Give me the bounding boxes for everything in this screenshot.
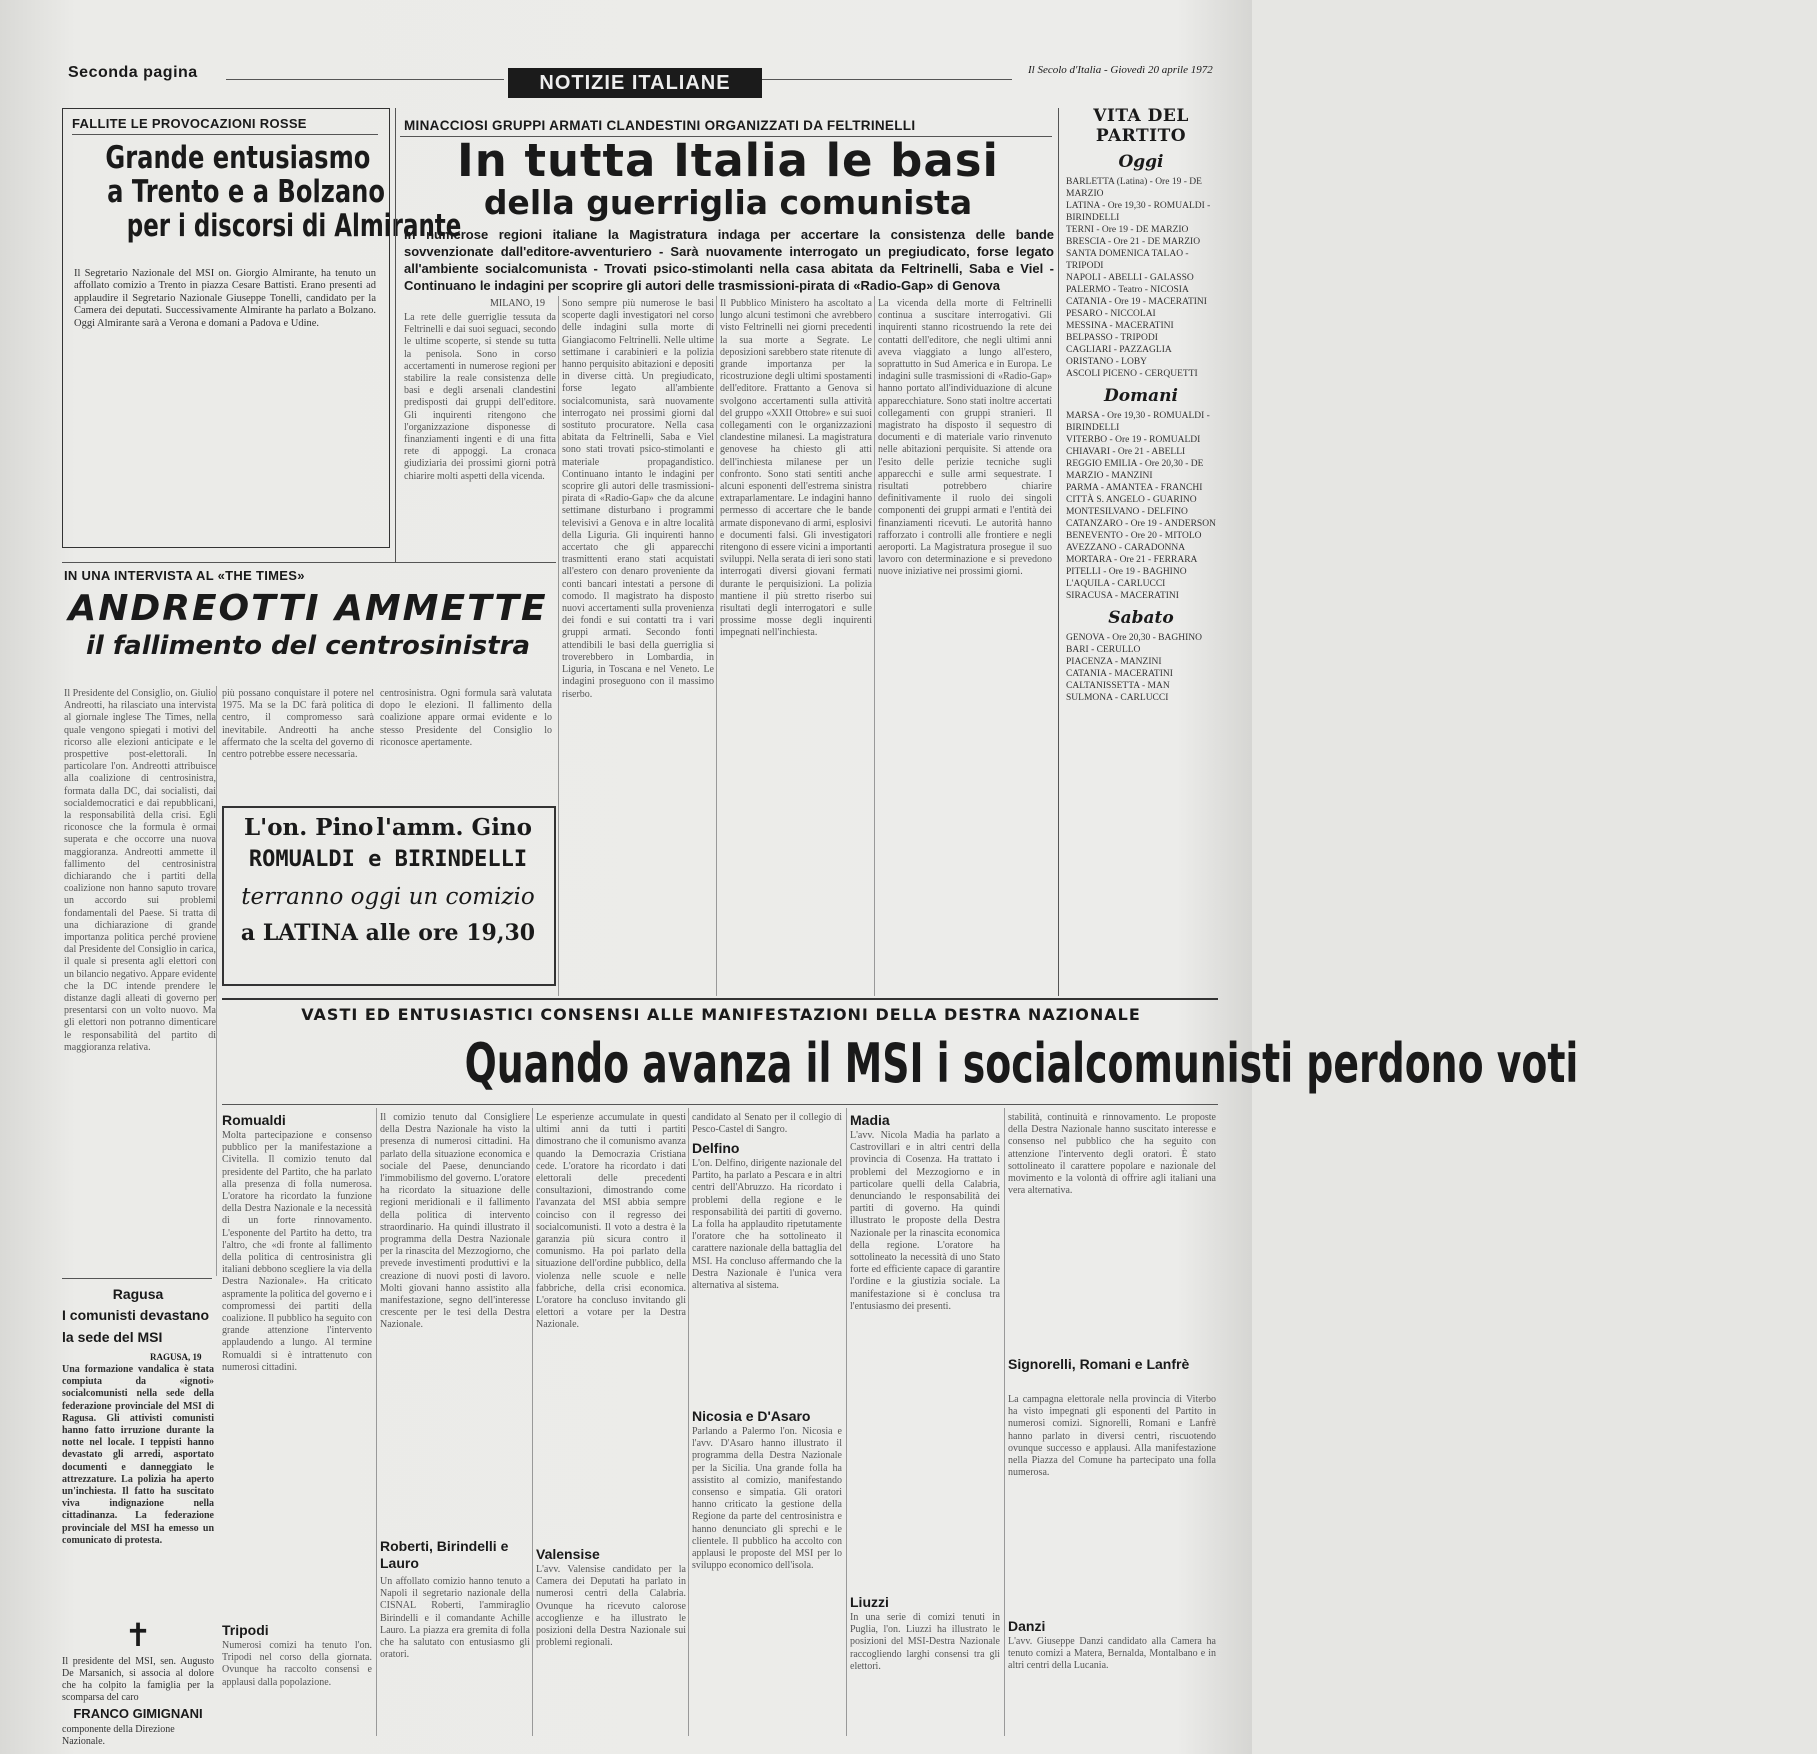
main-headline-line-2: della guerriglia comunista xyxy=(483,183,973,222)
subhead-delfino: Delfino xyxy=(692,1140,740,1156)
vita-item: SIRACUSA - MACERATINI xyxy=(1066,591,1179,601)
vita-item: L'AQUILA - CARLUCCI xyxy=(1066,579,1166,589)
ragusa-dateline: RAGUSA, 19 xyxy=(150,1352,202,1362)
bottom-col-1b: Numerosi comizi ha tenuto l'on. Tripodi nel corso della giornata. Ovunque ha raccolto consensi e applausi dalla popolazione. xyxy=(222,1640,372,1688)
main-col-2: Sono sempre più numerose le basi scoperte dagli investigatori nel corso delle indagini sulla morte di Giangiacomo Feltrinelli. Nelle ultime settimane i carabinieri e la polizia hanno perquisito abitazioni e depositi in diverse città. Un pregiudicato, forse legato all'ambiente socialcomunista, sarà nuovamente interrogato nei prossimi giorni dal sostituto procuratore. Nella casa abitata da Feltrinelli, Saba e Viel sono stati trovati psico-stimolanti e materiale propagandistico. Continuano intanto le indagini per scoprire gli autori delle trasmissioni-pirata di «Radio-Gap» che da alcune settimane disturbano i programmi televisivi a Genova e in altre località della Liguria. Gli inquirenti hanno accertato che gli apparecchi trasmittenti erano stati acquistati all'estero con denaro proveniente da conti bancari intestati a persone di comodo. Il magistrato ha disposto nuovi accertamenti sulla provenienza dei fondi e sui contatti tra i vari gruppi armati. Secondo fonti attendibili le basi della guerriglia si troverebbero in Lombardia, in Liguria, in Toscana e nel Veneto. Le indagini proseguono con il massimo riserbo. xyxy=(562,298,714,700)
comizio-names xyxy=(230,814,546,841)
vita-item: CHIAVARI - Ore 21 - ABELLI xyxy=(1066,447,1186,457)
section-banner: NOTIZIE ITALIANE xyxy=(508,68,762,98)
vita-item: LATINA - Ore 19,30 - ROMUALDI - BIRINDELLI xyxy=(1066,201,1211,223)
header-rule-left xyxy=(226,79,504,80)
main-col-1: La rete delle guerriglie tessuta da Feltrinelli e dai suoi seguaci, secondo le ultime scoperte, si stende su tutta la penisola. Sono in corso accertamenti in numerose regioni per stabilire la reale consistenza delle basi e degli arsenali clandestini predisposti dai gruppi dell'editore. Gli inquirenti ritengono che l'organizzazione disponesse di finanziamenti ingenti e di una fitta rete di appoggi. La cronaca giudiziaria dei prossimi giorni potrà chiarire molti aspetti della vicenda. xyxy=(404,312,556,482)
main-col-rule-3 xyxy=(874,296,875,996)
andreotti-col-2: più possano conquistare il potere nel 1975. Ma se la DC farà politica di centro, il compromesso sarà inevitabile. Andreotti ha anche affermato che la scelta del governo di centro potrebbe essere necessaria. xyxy=(222,688,374,761)
vita-item: SULMONA - CARLUCCI xyxy=(1066,693,1169,703)
vita-item: PALERMO - Teatro - NICOSIA xyxy=(1066,285,1189,295)
bottom-col-4b: Parlando a Palermo l'on. Nicosia e l'avv. D'Asaro hanno illustrato il programma della Destra Nazionale per la Sicilia. Una grande folla ha assistito al comizio, manifestando consenso e simpatia. Gli oratori hanno criticato la gestione della Regione da parte del centrosinistra e hanno denunciato gli sprechi e le clientele. Il pubblico ha accolto con applausi le proposte del MSI per lo sviluppo economico dell'isola. xyxy=(692,1426,842,1572)
vita-item: TERNI - Ore 19 - DE MARZIO xyxy=(1066,225,1189,235)
obituary-tail: componente della Direzione Nazionale. xyxy=(62,1724,175,1747)
bottom-kicker: VASTI ED ENTUSIASTICI CONSENSI ALLE MANIFESTAZIONI DELLA DESTRA NAZIONALE xyxy=(301,1005,1141,1024)
ragusa-rule xyxy=(62,1278,212,1279)
col-divider-left xyxy=(395,108,396,562)
ragusa-body: Una formazione vandalica è stata compiuta da «ignoti» socialcomunisti nella sede della federazione provinciale del MSI di Ragusa. Gli attivisti comunisti hanno fatto irruzione durante la notte nel locale. I teppisti hanno devastato gli arredi, asportato documenti e danneggiato le attrezzature. La polizia ha aperto un'inchiesta. Il fatto ha suscitato viva indignazione nella cittadinanza. La federazione provinciale del MSI ha emesso un comunicato di protesta. xyxy=(62,1364,214,1546)
left-story-body: Il Segretario Nazionale del MSI on. Giorgio Almirante, ha tenuto un affollato comizio a Trento in piazza Cesare Battisti. Erano presenti ad applaudire il Segretario Nazionale Giuseppe Tonelli, candidato per la Camera dei deputati. Successivamente Almirante ha parlato a Bolzano. Oggi Almirante sarà a Verona e domani a Padova e Udine. xyxy=(74,268,376,329)
vita-item: VITERBO - Ore 19 - ROMUALDI xyxy=(1066,435,1201,445)
bottom-rule-2 xyxy=(532,1108,533,1736)
ragusa-headline xyxy=(62,1304,214,1348)
ragusa-headline-line-1: I comunisti devastano xyxy=(62,1307,210,1323)
vita-item: PARMA - AMANTEA - FRANCHI xyxy=(1066,483,1203,493)
vita-item: CATANZARO - Ore 19 - ANDERSON xyxy=(1066,519,1216,529)
vita-item: PITELLI - Ore 19 - BAGHINO xyxy=(1066,567,1187,577)
col-divider-right xyxy=(1058,108,1059,996)
subhead-nicosia: Nicosia e D'Asaro xyxy=(692,1408,811,1424)
comizio-line-3: terranno oggi un comizio xyxy=(241,884,535,910)
bottom-col-5b: In una serie di comizi tenuti in Puglia, l'on. Liuzzi ha illustrato le posizioni del MSI-Destra Nazionale raccogliendo larghi consensi tra gli elettori. xyxy=(850,1612,1000,1672)
bottom-col-3: Le esperienze accumulate in questi ultimi anni da tutti i partiti dimostrano che il comunismo avanza quando la Democrazia Cristiana cede. L'oratore ha ricordato i dati elettorali delle precedenti consultazioni, dimostrando come l'avanzata del MSI abbia sempre coinciso con il regresso dei socialcomunisti. Il voto a destra è la garanzia più sicura contro il comunismo. Ha poi parlato della situazione dell'ordine pubblico, della violenza nelle scuole e nelle fabbriche, della crisi economica. L'oratore ha concluso invitando gli elettori a votare per la Destra Nazionale. xyxy=(536,1112,686,1331)
vita-item: AVEZZANO - CARADONNA xyxy=(1066,543,1186,553)
comizio-surnames: ROMUALDI e BIRINDELLI xyxy=(248,847,528,872)
bottom-top-rule xyxy=(222,998,1218,1000)
vita-item: MORTARA - Ore 21 - FERRARA xyxy=(1066,555,1198,565)
main-headline xyxy=(398,134,1058,222)
left-headline-line-2: a Trento e a Bolzano xyxy=(107,174,385,210)
main-col-4: La vicenda della morte di Feltrinelli continua a suscitare interrogativi. Gli inquirenti stanno ricostruendo la rete dei contatti dell'editore, che negli ultimi anni aveva viaggiato a lungo all'estero, soprattutto in Sud America e in Europa. Le indagini sulle trasmissioni di «Radio-Gap» hanno portato all'individuazione di alcune apparecchiature. Sono stati inoltre accertati collegamenti con gruppi stranieri. Il magistrato ha disposto il sequestro di documenti e di materiale vario rinvenuto nelle abitazioni perquisite. Si attende ora l'esito delle perizie tecniche sugli apparecchi e sulle armi sequestrate. I risultati potrebbero chiarire definitivamente il ruolo dei singoli componenti dei gruppi armati e l'entità dei finanziamenti ricevuti. Le autorità hanno rafforzato i controlli alle frontiere e negli aeroporti. La Magistratura prosegue il suo lavoro con determinazione e si prevedono nuove iniziative nei prossimi giorni. xyxy=(878,298,1052,578)
main-col-rule-2 xyxy=(716,296,717,996)
vita-item: ASCOLI PICENO - CERQUETTI xyxy=(1066,369,1198,379)
vita-item: CATANIA - Ore 19 - MACERATINI xyxy=(1066,297,1207,307)
bottom-col-6: stabilità, continuità e rinnovamento. Le proposte della Destra Nazionale hanno suscitato interesse e consenso nel pubblico che ha seguito con attenzione l'intervento degli oratori. È stato sottolineato il carattere popolare e nazionale del movimento e la volontà di offrire agli italiani una vera alternativa. xyxy=(1008,1112,1216,1197)
section-label: Seconda pagina xyxy=(68,64,198,81)
bottom-col-1: Molta partecipazione e consenso pubblico per la manifestazione a Civitella. Il comizio tenuto dal presidente del Partito, che ha parlato alla presenza di folla numerosa. L'oratore ha ricordato la funzione della Destra Nazionale e la necessità di un forte rinnovamento. L'esponente del Partito ha detto, tra l'altro, che «di fronte al fallimento della politica di centrosinistra gli italiani debbono scegliere la via della Destra Nazionale». Ha criticato aspramente la politica del governo e i compromessi dei partiti della coalizione. Il pubblico ha seguito con grande attenzione l'intervento applaudendo a lungo. Al termine Romualdi si è intrattenuto con numerosi cittadini. xyxy=(222,1130,372,1373)
subhead-valensise: Valensise xyxy=(536,1546,600,1562)
cross-icon: ✝ xyxy=(124,1616,152,1654)
andreotti-top-rule xyxy=(62,562,556,563)
bottom-headline-rule xyxy=(222,1104,1218,1105)
bottom-rule-3 xyxy=(688,1108,689,1736)
vita-item: BRESCIA - Ore 21 - DE MARZIO xyxy=(1066,237,1201,247)
subhead-danzi: Danzi xyxy=(1008,1618,1046,1634)
main-story-kicker: MINACCIOSI GRUPPI ARMATI CLANDESTINI ORGANIZZATI DA FELTRINELLI xyxy=(404,118,916,133)
vita-title: VITA DEL PARTITO xyxy=(1093,106,1189,146)
andreotti-headline-line-2: il fallimento del centrosinistra xyxy=(85,631,530,661)
vita-item: MONTESILVANO - DELFINO xyxy=(1066,507,1188,517)
main-col-rule-1 xyxy=(558,296,559,996)
bottom-headline-wrap xyxy=(226,1032,1579,1095)
comizio-content xyxy=(230,814,546,946)
vita-oggi: Oggi xyxy=(1118,152,1164,172)
subhead-tripodi: Tripodi xyxy=(222,1622,269,1638)
main-story-dateline: MILANO, 19 xyxy=(490,298,545,309)
bottom-rule-5 xyxy=(1004,1108,1005,1736)
comizio-birindelli-title: l'amm. Gino xyxy=(376,814,532,841)
comizio-romualdi-title: L'on. Pino xyxy=(244,814,374,841)
header-rule-right xyxy=(762,79,1012,80)
left-story-kicker: FALLITE LE PROVOCAZIONI ROSSE xyxy=(72,116,307,131)
obituary-text: Il presidente del MSI, sen. Augusto De Marsanich, si associa al dolore che ha colpito la famiglia per la scomparsa del caro xyxy=(62,1656,214,1703)
main-col-3: Il Pubblico Ministero ha ascoltato a lungo alcuni testimoni che avrebbero visto Feltrinelli nei giorni precedenti la sua morte a Segrate. Le deposizioni sarebbero state ritenute di grande importanza per la ricostruzione degli ultimi spostamenti dell'editore. Frattanto a Genova si svolgono accertamenti sulla attività del gruppo «XXII Ottobre» e sui suoi collegamenti con le organizzazioni clandestine milanesi. La magistratura genovese ha chiesto gli atti dell'inchiesta milanese per un confronto. Sono stati sentiti anche alcuni esponenti dell'estrema sinistra extraparlamentare. Le indagini hanno permesso di accertare che le bande armate disponevano di armi, esplosivi e documenti falsi. Gli investigatori ritengono di essere vicini a importanti sviluppi. Nella serata di ieri sono stati interrogati diversi giovani fermati durante le perquisizioni. La polizia mantiene il più stretto riserbo sui risultati degli interrogatori e sulle prossime mosse degli inquirenti impegnati nell'inchiesta. xyxy=(720,298,872,639)
vita-item: CATANIA - MACERATINI xyxy=(1066,669,1173,679)
dateline: Il Secolo d'Italia - Giovedì 20 aprile 1972 xyxy=(1028,64,1213,76)
bottom-col-2b: Un affollato comizio hanno tenuto a Napoli il segretario nazionale della CISNAL Roberti, l'ammiraglio Birindelli e il comandante Achille Lauro. La piazza era gremita di folla che ha salutato con entusiasmo gli oratori. xyxy=(380,1576,530,1661)
subhead-roberti: Roberti, Birindelli e Lauro xyxy=(380,1538,509,1571)
vita-item: MESSINA - MACERATINI xyxy=(1066,321,1174,331)
vita-column xyxy=(1066,106,1216,704)
left-headline-line-1: Grande entusiasmo xyxy=(105,140,371,176)
vita-sabato: Sabato xyxy=(1108,608,1174,628)
vita-item: SANTA DOMENICA TALAO - TRIPODI xyxy=(1066,249,1189,271)
subhead-liuzzi: Liuzzi xyxy=(850,1594,889,1610)
main-story-deck: In numerose regioni italiane la Magistratura indaga per accertare la consistenza delle bande sovvenzionate dall'editore-avventuriero - Sarà nuovamente interrogato un pregiudicato, forse legato all'ambiente socialcomunista - Trovati psico-stimolanti nella casa abitata da Feltrinelli, Saba e Viel - Continuano le indagini per scoprire gli autori delle trasmissioni-pirata di «Radio-Gap» di Genova xyxy=(404,227,1054,293)
left-headline-line-3: per i discorsi di Almirante xyxy=(126,208,462,244)
bottom-col-2: Il comizio tenuto dal Consigliere della Destra Nazionale ha visto la presenza di numerosi cittadini. Ha parlato della situazione economica e sociale del Paese, denunciando l'immobilismo del governo. L'oratore ha ricordato la situazione delle regioni meridionali e il fallimento della politica di intervento straordinario. Ha quindi illustrato il programma della Destra Nazionale per la rinascita del Mezzogiorno, che prevede investimenti produttivi e la creazione di nuovi posti di lavoro. Molti giovani hanno assistito alla manifestazione, segno dell'interesse crescente per le tesi della Destra Nazionale. xyxy=(380,1112,530,1331)
vita-item: BELPASSO - TRIPODI xyxy=(1066,333,1158,343)
comizio-line-4: a LATINA alle ore 19,30 xyxy=(240,920,536,946)
bottom-col-6c: L'avv. Giuseppe Danzi candidato alla Camera ha tenuto comizi a Matera, Bernalda, Montalbano e in altri centri della Lucania. xyxy=(1008,1636,1216,1672)
left-kicker-rule xyxy=(72,134,378,135)
obituary-name: FRANCO GIMIGNANI xyxy=(73,1706,203,1721)
bottom-rule-1 xyxy=(376,1108,377,1736)
left-headline xyxy=(68,140,462,244)
vita-item: ORISTANO - LOBY xyxy=(1066,357,1148,367)
vita-item: PESARO - NICCOLAI xyxy=(1066,309,1156,319)
vita-item: BENEVENTO - Ore 20 - MITOLO xyxy=(1066,531,1202,541)
vita-item: BARLETTA (Latina) - Ore 19 - DE MARZIO xyxy=(1066,177,1202,199)
subhead-madia: Madia xyxy=(850,1112,890,1128)
bottom-rule-4 xyxy=(846,1108,847,1736)
andreotti-kicker: IN UNA INTERVISTA AL «THE TIMES» xyxy=(64,568,305,583)
vita-item: MARSA - Ore 19,30 - ROMUALDI - BIRINDELLI xyxy=(1066,411,1210,433)
bottom-col-4a: candidato al Senato per il collegio di Pesco-Castel di Sangro. xyxy=(692,1112,842,1136)
vita-sabato-list xyxy=(1066,632,1216,704)
andreotti-headline-line-1: ANDREOTTI AMMETTE xyxy=(68,588,548,629)
subhead-romualdi: Romualdi xyxy=(222,1112,286,1128)
vita-item: CAGLIARI - PAZZAGLIA xyxy=(1066,345,1172,355)
andreotti-col-3: centrosinistra. Ogni formula sarà valutata dopo le elezioni. Il fallimento della coalizione appare ormai evidente e lo stesso Presidente del Consiglio lo riconosce apertamente. xyxy=(380,688,552,748)
ragusa-place: Ragusa xyxy=(112,1286,164,1302)
bottom-col-4: L'on. Delfino, dirigente nazionale del Partito, ha parlato a Pescara e in altri centri dell'Abruzzo. Ha ricordato i problemi della regione e le responsabilità dei partiti di governo. La folla ha applaudito ripetutamente l'oratore che ha sottolineato il carattere nazionale della battaglia del MSI. Ha concluso affermando che la Destra Nazionale è l'unica vera alternativa al sistema. xyxy=(692,1158,842,1292)
andreotti-headline xyxy=(64,588,552,661)
ragusa-headline-line-2: la sede del MSI xyxy=(62,1329,163,1345)
vita-item: GENOVA - Ore 20,30 - BAGHINO xyxy=(1066,633,1202,643)
vita-item: PIACENZA - MANZINI xyxy=(1066,657,1162,667)
vita-item: CITTÀ S. ANGELO - GUARINO xyxy=(1066,495,1197,505)
andreotti-col-rule xyxy=(216,686,217,1276)
bottom-headline: Quando avanza il MSI i socialcomunisti perdono voti xyxy=(464,1032,1579,1095)
vita-oggi-list xyxy=(1066,176,1216,380)
vita-domani: Domani xyxy=(1104,386,1178,406)
andreotti-col-1: Il Presidente del Consiglio, on. Giulio Andreotti, ha rilasciato una intervista al giornale inglese The Times, nella quale vengono spiegati i motivi del ricorso alle elezioni anticipate e le prospettive post-elettorali. In particolare l'on. Andreotti attribuisce alla coalizione di centrosinistra, formata dalla DC, dai socialisti, dai socialdemocratici e dai repubblicani, la responsabilità della crisi. Egli riconosce che la formula è ormai superata e che occorre una nuova maggioranza. Andreotti ammette il fallimento del centrosinistra dichiarando che i partiti della coalizione non hanno saputo trovare un accordo sui problemi fondamentali del Paese. Si tratta di una dichiarazione di grande importanza politica perché proviene dal Presidente del Consiglio in carica, il quale si presenta agli elettori con un bilancio negativo. Appare evidente che la DC intende prendere le distanze dagli alleati di governo per presentarsi con un volto nuovo. Ma gli elettori non potranno dimenticare le responsabilità del partito di maggioranza relativa. xyxy=(64,688,216,1053)
vita-item: NAPOLI - ABELLI - GALASSO xyxy=(1066,273,1194,283)
subhead-signorelli: Signorelli, Romani e Lanfrè xyxy=(1008,1356,1190,1372)
vita-item: CALTANISSETTA - MAN xyxy=(1066,681,1170,691)
main-headline-line-1: In tutta Italia le basi xyxy=(457,134,999,187)
vita-domani-list xyxy=(1066,410,1216,602)
bottom-col-6b: La campagna elettorale nella provincia di Viterbo ha visto impegnati gli esponenti del Partito in numerosi comizi. Signorelli, Romani e Lanfrè hanno parlato in diversi centri, riscuotendo ovunque successo e applausi. Alla manifestazione nella Piazza del Comune ha partecipato una folla numerosa. xyxy=(1008,1394,1216,1479)
vita-item: BARI - CERULLO xyxy=(1066,645,1141,655)
bottom-col-3b: L'avv. Valensise candidato per la Camera dei Deputati ha parlato in numerosi centri della Calabria. Ovunque ha ricevuto calorose accoglienze e ha illustrato le posizioni della Destra Nazionale sui problemi regionali. xyxy=(536,1564,686,1649)
bottom-col-5: L'avv. Nicola Madia ha parlato a Castrovillari e in altri centri della provincia di Cosenza. Ha trattato i problemi del Mezzogiorno e in particolare quelli della Calabria, denunciando le responsabilità dei partiti di governo. Ha quindi illustrato le proposte della Destra Nazionale per la rinascita economica della regione. L'oratore ha sottolineato la necessità di uno Stato forte ed efficiente capace di garantire l'ordine e la giustizia sociale. La manifestazione si è conclusa tra l'entusiasmo dei presenti. xyxy=(850,1130,1000,1312)
vita-item: REGGIO EMILIA - Ore 20,30 - DE MARZIO - MANZINI xyxy=(1066,459,1204,481)
